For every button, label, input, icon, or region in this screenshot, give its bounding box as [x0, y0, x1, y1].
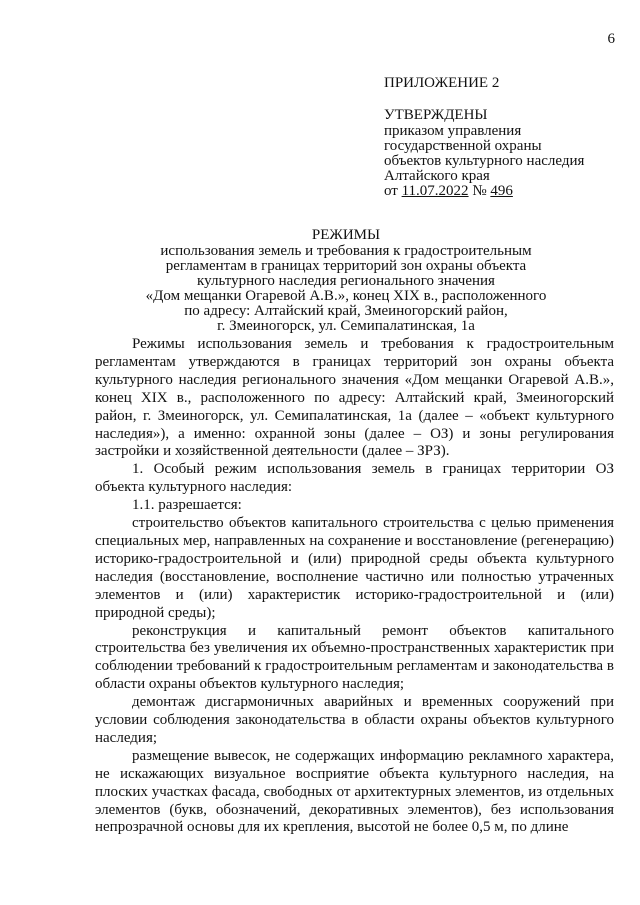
- body-paragraph: размещение вывесок, не содержащих информацию рекламного характера, не искажающих визуальное восприятие объекта культурного наследия, на плоских участках фасада, свободных от архитектурных элементов, из отдельных элементов (букв, обозначений, декоративных элементов), без использования непрозрачной основы для их крепления, высотой не более 0,5 м, по длине: [95, 747, 614, 836]
- title-line: использования земель и требования к градостроительным: [160, 243, 532, 259]
- date-prefix: от: [384, 183, 398, 199]
- body-paragraph: демонтаж дисгармоничных аварийных и временных сооружений при условии соблюдения законодательства в области охраны объектов культурного наследия;: [95, 694, 614, 746]
- page-number: 6: [607, 31, 615, 47]
- order-date: 11.07.2022: [401, 183, 469, 199]
- document-title: [96, 228, 596, 334]
- title-heading: РЕЖИМЫ: [311, 227, 381, 243]
- approval-line: Алтайского края: [384, 168, 490, 184]
- title-line: культурного наследия регионального значения: [197, 273, 495, 289]
- title-line: «Дом мещанки Огаревой А.В.», конец XIX в., расположенного: [145, 288, 547, 304]
- body-paragraph: реконструкция и капитальный ремонт объектов капитального строительства без увеличения их объемно-пространственных характеристик при соблюдении требований к градостроительным регламентам и законодательства в области охраны объектов культурного наследия;: [95, 622, 614, 693]
- title-line: регламентам в границах территорий зон охраны объекта: [165, 258, 527, 274]
- document-body: [95, 336, 614, 837]
- order-number: 496: [490, 183, 513, 199]
- body-paragraph: Режимы использования земель и требования к градостроительным регламентам утверждаются в границах территорий зон охраны объекта культурного наследия регионального значения «Дом мещанки Огаревой А.В.», конец XIX в., расположенного по адресу: Алтайский край, Змеиногорский район, г. Змеиногорск, ул. Семипалатинская, 1а (далее – «объект культурного наследия»), а именно: охранной зоны (далее – ОЗ) и зоны регулирования застройки и хозяйственной деятельности (далее – ЗРЗ).: [95, 336, 614, 460]
- approval-line: объектов культурного наследия: [384, 153, 585, 169]
- title-line: по адресу: Алтайский край, Змеиногорский район,: [184, 303, 508, 319]
- title-line: г. Змеиногорск, ул. Семипалатинская, 1а: [217, 318, 475, 334]
- approval-line: приказом управления: [384, 123, 522, 139]
- number-prefix: №: [472, 183, 487, 199]
- appendix-label: ПРИЛОЖЕНИЕ 2: [384, 75, 500, 91]
- approval-line: государственной охраны: [384, 138, 542, 154]
- order-date-line: [384, 184, 584, 199]
- approved-label: УТВЕРЖДЕНЫ: [384, 107, 488, 123]
- body-paragraph: 1. Особый режим использования земель в границах территории ОЗ объекта культурного наследия:: [95, 461, 614, 496]
- body-paragraph: строительство объектов капитального строительства с целью применения специальных мер, направленных на сохранение и восстановление (регенерацию) историко-градостроительной и (или) природной среды объекта культурного наследия (восстановление, восполнение частично или полностью утраченных элементов и (или) характеристик историко-градостроительной и (или) природной среды);: [95, 515, 614, 621]
- approval-block: [384, 76, 584, 199]
- body-paragraph: 1.1. разрешается:: [132, 497, 242, 514]
